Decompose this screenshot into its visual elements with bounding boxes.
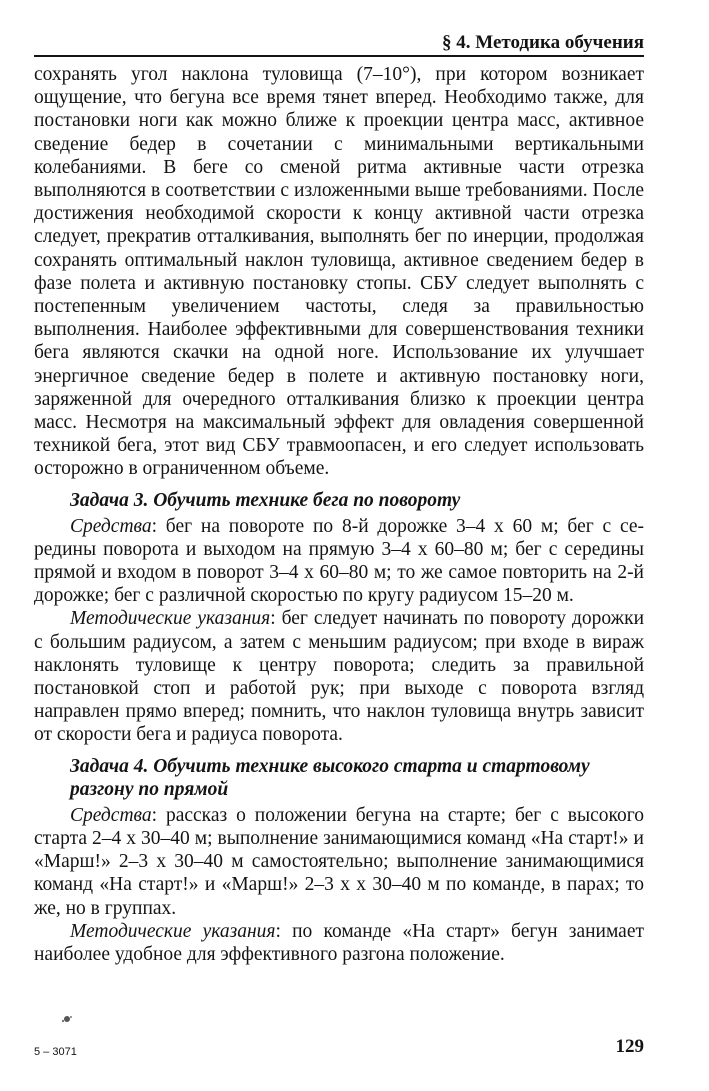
means-text: : бег на повороте по 8-й дорожке 3–4 х 60 м; бег с середины поворота и выходом на прямую 3–4 х 60–80 м; бег с середины прямой и входом в поворот 3–4 х 60–80 м; то же самое повторить на 2-й дорожке; бег с различной скоростью по кругу радиусом 15–20 м. [34,515,644,607]
task-4-heading: Задача 4. Обучить технике высокого старта и стартовому разгону по прямой [70,755,590,800]
task-4-means [34,804,644,920]
method-label: Методические указания [70,920,276,942]
paragraph-continuation: сохранять угол наклона туловища (7–10°), при котором возникает ощущение, что бегуна все время тянет вперед. Необходимо также, для постановки ноги как можно ближе к проекции центра масс, активное сведение бедер в сочетании с минимальными вертикальными колебаниями. В беге со сменой ритма активные части отрезка выполняются в соответствии с изложенными выше требованиями. После достижения необходимой скорости к концу активной части отрезка следует, прекратив отталкивания, выполнять бег по инерции, продолжая сохранять оптимальный наклон туловища, активное сведением бедер в фазе полета и активную постановку стопы. СБУ следует выполнять с постепенным увеличением частоты, следя за правильностью выполнения. Наиболее эффективными для совершенствования техники бега являются скачки на одной ноге. Использование их улучшает энергичное сведение бедер в полете и активную постановку ноги, заряженной для очередного отталкивания близко к проекции центра масс. Несмотря на максимальный эффект для овладения совершенной техникой бега, этот вид СБУ травмоопасен, и его следует использовать осторожно в ограниченном объеме. [34,64,644,480]
task-4-method [34,920,644,966]
task-3-heading: Задача 3. Обучить технике бега по повороту [70,489,461,511]
means-label: Средства [70,804,152,826]
running-header: § 4. Методика обучения [442,32,644,53]
method-text: : по команде «На старт» бегун занимает наиболее удобное для эффективного разгона положение. [34,920,645,965]
method-text: : бег следует начинать по повороту дорожки с большим радиусом, а затем с меньшим радиусом; при входе в вираж наклонять туловище к центру поворота; следить за правильной постановкой стоп и работой рук; при выходе с поворота взгляд направлен прямо вперед; помнить, что наклон туловища внутрь зависит от скорости бега и радиуса поворота. [34,608,645,746]
print-code: 5 – 3071 [34,1046,77,1058]
body-text [34,63,644,966]
page-number: 129 [615,1036,644,1057]
header-rule [34,55,644,57]
task-3-method [34,607,644,746]
means-text: : рассказ о положении бегуна на старте; бег с высокого старта 2–4 х 30–40 м; выполнение занимающимися команд «На старт!» и «Марш!» 2–3 х 30–40 м самостоятельно; выполнение занимающимися команд «На старт!» и «Марш!» 2–3 х х 30–40 м по команде, в парах; то же, но в группах. [34,804,644,919]
means-label: Средства [70,515,152,537]
method-label: Методические указания [70,608,271,630]
ink-smudge-icon [60,1012,74,1026]
task-3-means [34,515,644,608]
